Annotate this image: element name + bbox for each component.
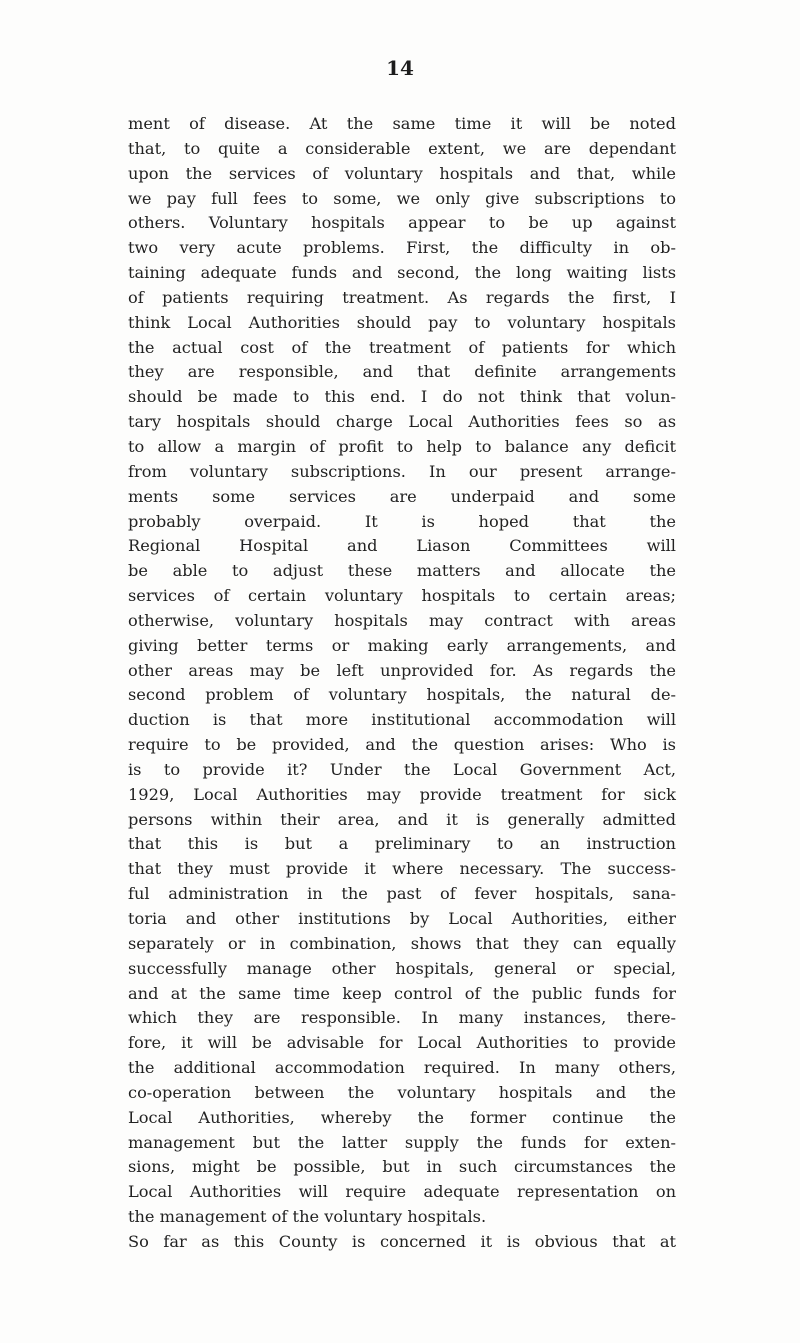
- text-line: successfully manage other hospitals, general or special,: [128, 958, 676, 978]
- text-line: ments some services are underpaid and some: [128, 486, 676, 506]
- text-line: toria and other institutions by Local Authorities, either: [128, 909, 676, 928]
- text-line: think Local Authorities should pay to voluntary hospitals: [128, 312, 676, 332]
- text-line: we pay full fees to some, we only give subscriptions to: [128, 188, 676, 208]
- text-line: persons within their area, and it is generally admitted: [128, 809, 676, 829]
- text-line: of patients requiring treatment. As regards the first, I: [128, 287, 676, 307]
- text-line: upon the services of voluntary hospitals and that, while: [128, 163, 676, 183]
- text-line: taining adequate funds and second, the long waiting lists: [128, 263, 676, 283]
- page-number: 14: [386, 56, 414, 80]
- text-line: probably overpaid. It is hoped that the: [128, 511, 676, 531]
- text-line: co-operation between the voluntary hospitals and the: [128, 1082, 676, 1102]
- text-line: tary hospitals should charge Local Authorities fees so as: [128, 412, 676, 432]
- text-line: to allow a margin of profit to help to balance any deficit: [128, 436, 676, 456]
- text-line: giving better terms or making early arrangements, and: [128, 635, 676, 655]
- text-line: ful administration in the past of fever hospitals, sana-: [128, 884, 676, 904]
- text-line: second problem of voluntary hospitals, the natural de-: [128, 685, 676, 705]
- text-line: So far as this County is concerned it is obvious that at: [128, 1231, 676, 1251]
- text-line: and at the same time keep control of the public funds for: [128, 983, 676, 1003]
- text-line: the actual cost of the treatment of patients for which: [128, 337, 676, 357]
- text-line: sions, might be possible, but in such circumstances the: [128, 1157, 676, 1177]
- text-line: from voluntary subscriptions. In our present arrange-: [128, 461, 676, 481]
- text-line: the management of the voluntary hospitals.: [128, 1207, 487, 1227]
- text-line: otherwise, voluntary hospitals may contract with areas: [128, 610, 676, 630]
- text-line: Regional Hospital and Liason Committees will: [128, 536, 676, 556]
- text-line: that this is but a preliminary to an instruction: [128, 834, 676, 854]
- text-line: separately or in combination, shows that they can equally: [128, 933, 676, 953]
- text-line: duction is that more institutional accommodation will: [128, 710, 676, 730]
- text-line: 1929, Local Authorities may provide treatment for sick: [128, 784, 676, 804]
- text-line: that they must provide it where necessary. The success-: [128, 859, 676, 879]
- text-line: fore, it will be advisable for Local Authorities to provide: [128, 1033, 676, 1053]
- text-line: ment of disease. At the same time it will be noted: [128, 114, 676, 133]
- text-line: services of certain voluntary hospitals to certain areas;: [128, 586, 676, 606]
- text-line: should be made to this end. I do not think that volun-: [128, 387, 676, 407]
- text-line: other areas may be left unprovided for. As regards the: [128, 660, 676, 680]
- text-line: the additional accommodation required. In many others,: [128, 1058, 676, 1078]
- text-line: be able to adjust these matters and allocate the: [128, 561, 676, 581]
- text-line: which they are responsible. In many instances, there-: [128, 1008, 676, 1028]
- text-line: two very acute problems. First, the difficulty in ob-: [128, 238, 676, 258]
- text-line: Local Authorities, whereby the former continue the: [128, 1107, 676, 1127]
- text-line: require to be provided, and the question arises: Who is: [128, 735, 676, 755]
- text-line: Local Authorities will require adequate representation on: [128, 1182, 676, 1202]
- text-line: they are responsible, and that definite arrangements: [128, 362, 676, 382]
- text-line: is to provide it? Under the Local Government Act,: [128, 759, 676, 779]
- text-line: that, to quite a considerable extent, we are dependant: [128, 138, 676, 158]
- text-line: management but the latter supply the funds for exten-: [128, 1132, 676, 1152]
- body-text: [128, 112, 676, 1255]
- text-line: others. Voluntary hospitals appear to be up against: [128, 213, 676, 233]
